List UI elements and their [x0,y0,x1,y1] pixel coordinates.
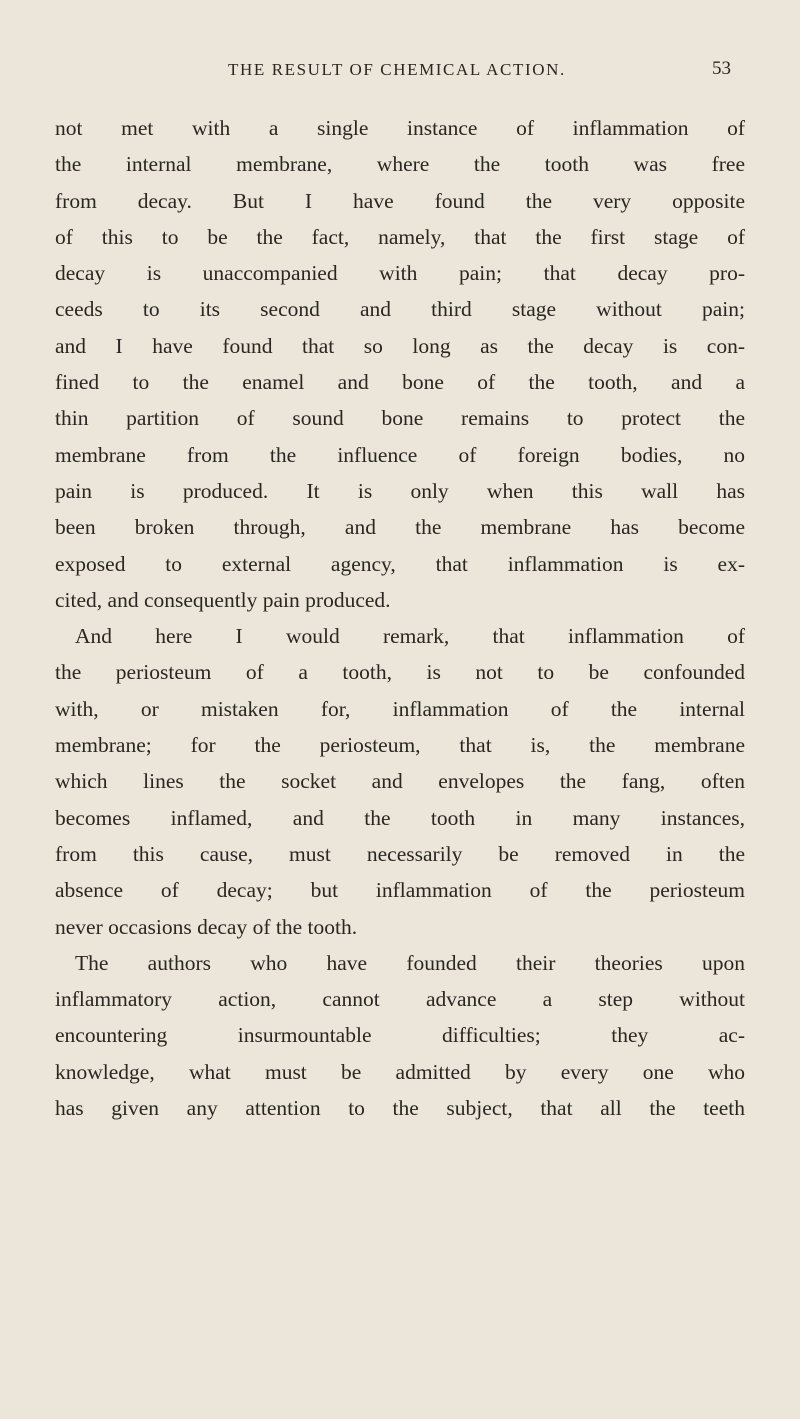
text-line: membrane; for the periosteum, that is, the membrane [55,733,745,758]
text-line: decay is unaccompanied with pain; that decay pro- [55,261,745,286]
text-line: with, or mistaken for, inflammation of the internal [55,696,745,721]
body-text [55,110,745,1126]
text-line: the periosteum of a tooth, is not to be confounded [55,660,745,685]
running-header: THE RESULT OF CHEMICAL ACTION. [228,60,566,79]
text-line: from decay. But I have found the very opposite [55,188,745,213]
text-line: has given any attention to the subject, that all the teeth [55,1096,745,1121]
text-line: knowledge, what must be admitted by every one who [55,1059,745,1084]
text-line: from this cause, must necessarily be removed in the [55,841,745,866]
text-line: pain is produced. It is only when this wall has [55,478,745,503]
text-line: thin partition of sound bone remains to protect the [55,406,745,431]
text-line: becomes inflamed, and the tooth in many instances, [55,805,745,830]
text-line: absence of decay; but inflammation of the periosteum [55,878,745,903]
text-line: and I have found that so long as the decay is con- [55,333,745,358]
text-line: The authors who have founded their theories upon [75,950,745,975]
text-line: inflammatory action, cannot advance a step without [55,987,745,1012]
text-line: membrane from the influence of foreign bodies, no [55,442,745,467]
text-line: ceeds to its second and third stage without pain; [55,297,745,322]
text-line: fined to the enamel and bone of the tooth, and a [55,370,745,395]
text-line: which lines the socket and envelopes the fang, often [55,769,745,794]
text-line: not met with a single instance of inflammation of [55,116,745,140]
text-line: cited, and consequently pain produced. [55,587,391,612]
text-line: of this to be the fact, namely, that the first stage of [55,224,745,249]
text-line: been broken through, and the membrane has become [55,515,745,540]
page-number: 53 [712,58,731,79]
text-line: encountering insurmountable difficulties; they ac- [55,1023,745,1048]
text-line: And here I would remark, that inflammation of [75,624,745,649]
text-line: exposed to external agency, that inflammation is ex- [55,551,745,576]
text-line: the internal membrane, where the tooth was free [55,152,745,177]
text-line: never occasions decay of the tooth. [55,914,358,939]
